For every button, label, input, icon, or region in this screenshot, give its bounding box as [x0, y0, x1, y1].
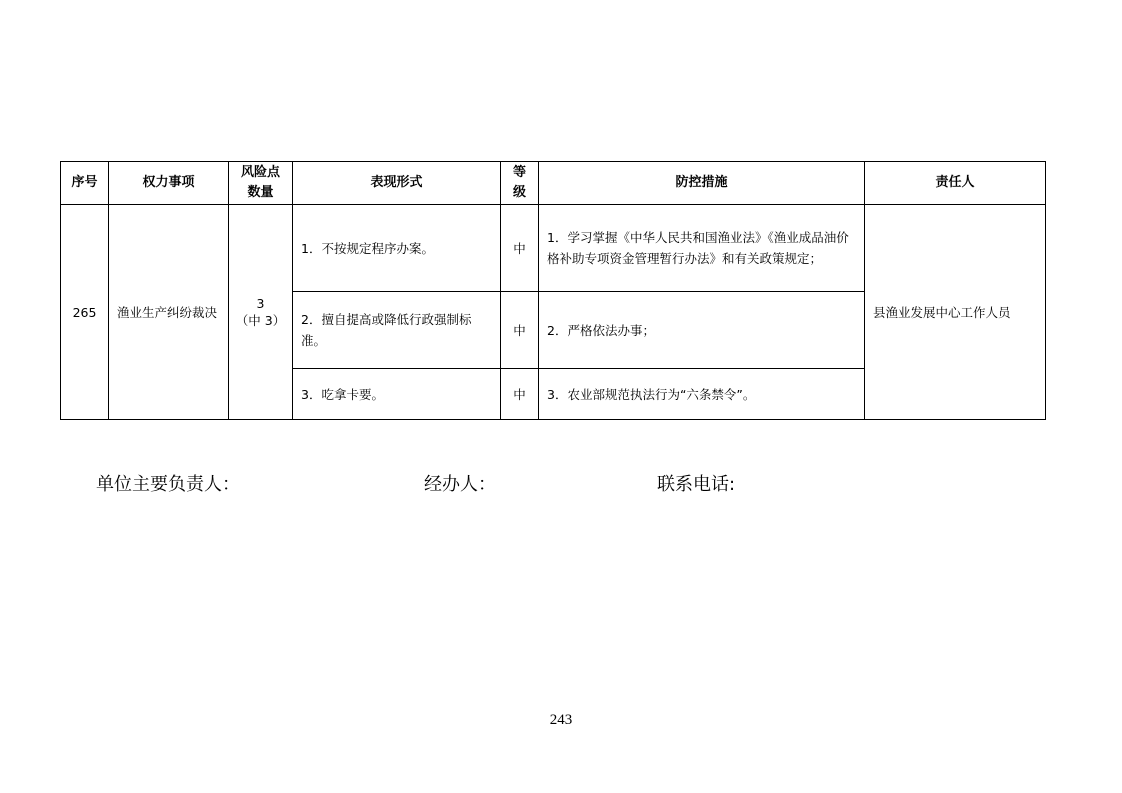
risk-measure-1: 1．学习掌握《中华人民共和国渔业法》《渔业成品油价格补助专项资金管理暂行办法》和有关政策规定；	[539, 205, 865, 292]
header-measures: 防控措施	[539, 162, 865, 205]
risk-count-sub: （中 3）	[235, 312, 286, 328]
footer-handler-label: 经办人：	[424, 474, 496, 495]
header-risk-count-line1: 风险点	[240, 165, 280, 180]
header-row	[61, 162, 1046, 205]
risk-form-1: 1．不按规定程序办案。	[293, 205, 501, 292]
risk-level-1: 中	[501, 205, 539, 292]
header-level-line2: 级	[512, 185, 526, 200]
footer-phone-label: 联系电话:	[657, 474, 736, 495]
header-level	[501, 162, 539, 205]
risk-form-2: 2．擅自提高或降低行政强制标准。	[293, 292, 501, 369]
risk-count-main: 3	[256, 295, 265, 311]
record-responsible: 县渔业发展中心工作人员	[865, 205, 1046, 420]
risk-table	[60, 161, 1046, 420]
header-form: 表现形式	[293, 162, 501, 205]
header-risk-count-line2: 数量	[247, 185, 274, 200]
risk-measure-3: 3．农业部规范执法行为“六条禁令”。	[539, 369, 865, 420]
header-seq: 序号	[61, 162, 109, 205]
risk-level-2: 中	[501, 292, 539, 369]
record-seq: 265	[61, 205, 109, 420]
header-item: 权力事项	[109, 162, 229, 205]
header-responsible: 责任人	[865, 162, 1046, 205]
footer-unit-head-label: 单位主要负责人：	[96, 474, 240, 495]
table-row	[61, 205, 1046, 292]
header-level-line1: 等	[512, 165, 526, 180]
risk-form-3: 3．吃拿卡要。	[293, 369, 501, 420]
record-item: 渔业生产纠纷裁决	[109, 205, 229, 420]
record-risk-count	[229, 205, 293, 420]
page-number: 243	[549, 712, 573, 728]
header-risk-count	[229, 162, 293, 205]
risk-level-3: 中	[501, 369, 539, 420]
risk-measure-2: 2．严格依法办事；	[539, 292, 865, 369]
